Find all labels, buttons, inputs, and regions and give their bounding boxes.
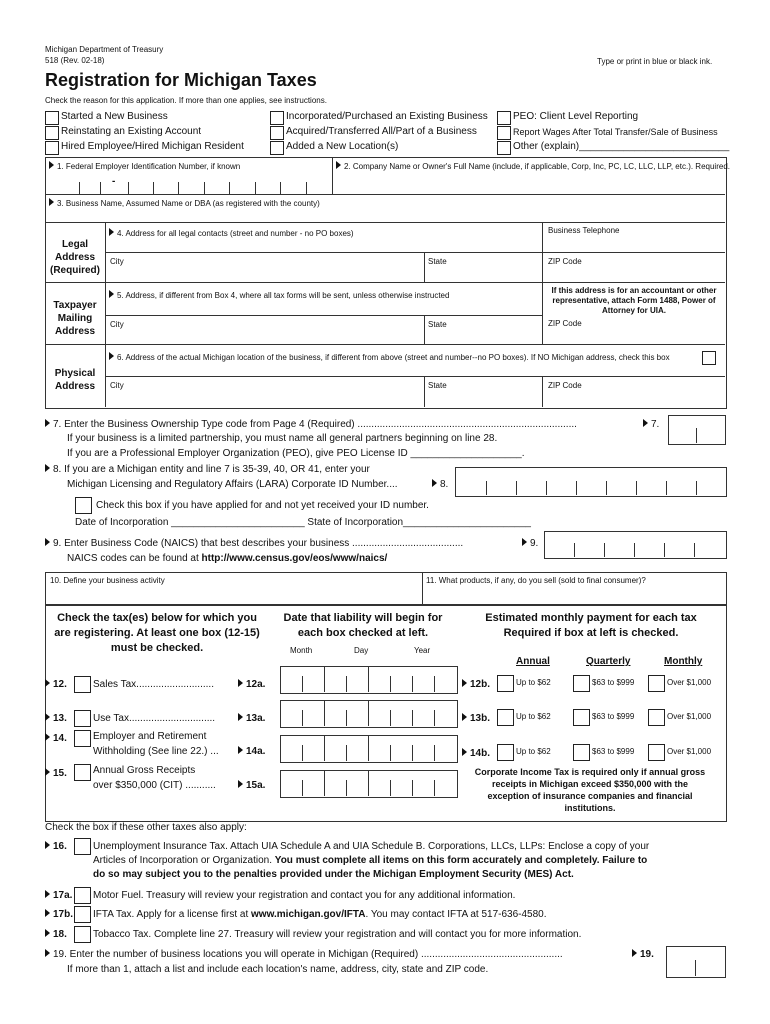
reason-label: Hired Employee/Hired Michigan Resident: [61, 141, 244, 152]
line15-num: 15.: [45, 768, 67, 779]
line19-label: 19. Enter the number of business locations you will operate in Michigan (Required) ...................................................: [45, 949, 563, 960]
reason-label: Report Wages After Total Transfer/Sale of Business: [513, 127, 718, 137]
mailing-address-label: Taxpayer Mailing Address: [53, 300, 97, 337]
legal-zip-label: ZIP Code: [548, 257, 582, 266]
monthly-header: Monthly: [664, 656, 703, 667]
use-quarterly-checkbox[interactable]: [573, 709, 590, 726]
line13b-ref: 13b.: [462, 713, 490, 724]
mid-label: $63 to $999: [592, 712, 635, 721]
legal-state-label: State: [428, 257, 447, 266]
box4-label: 4. Address for all legal contacts (street and number - no PO boxes): [109, 228, 354, 238]
naics-note: NAICS codes can be found at http://www.census.gov/eos/www/naics/: [67, 553, 388, 564]
sales-monthly-checkbox[interactable]: [648, 675, 665, 692]
line8-ref: 8.: [432, 479, 448, 490]
sales-quarterly-checkbox[interactable]: [573, 675, 590, 692]
line9-label: 9. Enter Business Code (NAICS) that best describes your business ........................................: [45, 538, 463, 549]
reason-incorporated-checkbox[interactable]: [270, 111, 284, 125]
withholding-annual-checkbox[interactable]: [497, 744, 514, 761]
line19-ref: 19.: [632, 949, 654, 960]
line13-num: 13.: [45, 713, 67, 724]
box1-label: 1. Federal Employer Identification Number, if known: [49, 161, 240, 171]
line16-text-2: Articles of Incorporation or Organization. You must complete all items on this form accurately and completely. Failure to: [93, 855, 648, 866]
line16-text-1: Unemployment Insurance Tax. Attach UIA Schedule A and UIA Schedule B. Corporations, LLCs, LLPs: Enclose a copy of your: [93, 841, 650, 852]
box2-label: 2. Company Name or Owner's Full Name (include, if applicable, Corp, Inc, PC, LC, LLC, LLP, etc.). Required.: [336, 161, 730, 171]
withholding-start-date-input[interactable]: [280, 735, 458, 763]
day-label: Day: [354, 646, 369, 655]
tax-col3-header: Estimated monthly payment for each tax Required if box at left is checked.: [485, 612, 697, 639]
over-label: Over $1,000: [667, 678, 712, 687]
mailing-city-label: City: [110, 320, 124, 329]
line14b-ref: 14b.: [462, 748, 490, 759]
over-label: Over $1,000: [667, 747, 712, 756]
line7-label: 7. Enter the Business Ownership Type code from Page 4 (Required) ...............................................................................: [45, 419, 577, 430]
reason-acquired-checkbox[interactable]: [270, 126, 284, 140]
reason-label: Acquired/Transferred All/Part of a Business: [286, 126, 477, 137]
naics-code-input[interactable]: [544, 531, 727, 559]
ifta-checkbox[interactable]: [74, 906, 91, 923]
reason-hired-employee-checkbox[interactable]: [45, 141, 59, 155]
annual-header: Annual: [516, 656, 550, 667]
business-locations-input[interactable]: [666, 946, 726, 978]
physical-state-label: State: [428, 381, 447, 390]
mid-label: $63 to $999: [592, 678, 635, 687]
line19-note: If more than 1, attach a list and include each location's name, address, city, state and ZIP code.: [67, 964, 489, 975]
use-tax-label: Use Tax...............................: [93, 713, 216, 724]
upto-label: Up to $62: [516, 678, 551, 687]
box6-label: 6. Address of the actual Michigan location of the business, if different from above (street and number--no PO boxes). If NO Michigan address, check this box: [109, 352, 670, 362]
legal-city-label: City: [110, 257, 124, 266]
reason-label: Started a New Business: [61, 111, 168, 122]
upto-label: Up to $62: [516, 747, 551, 756]
line13a-ref: 13a.: [238, 713, 265, 724]
month-label: Month: [290, 646, 313, 655]
cit-note: Corporate Income Tax is required only if annual gross receipts in Michigan exceed $350,000 with the exception of insurance companies and financial institutions.: [474, 767, 706, 813]
sales-tax-checkbox[interactable]: [74, 676, 91, 693]
sales-tax-start-date-input[interactable]: [280, 666, 458, 694]
reason-new-business-checkbox[interactable]: [45, 111, 59, 125]
line7-note-peo: If you are a Professional Employer Organization (PEO), give PEO License ID ____________________.: [67, 448, 525, 459]
line17a-text: Motor Fuel. Treasury will review your registration and contact you for any additional information.: [93, 890, 516, 901]
other-taxes-prompt: Check the box if these other taxes also apply:: [45, 822, 247, 833]
sales-annual-checkbox[interactable]: [497, 675, 514, 692]
line17b-num: 17b.: [45, 909, 73, 920]
withholding-checkbox[interactable]: [74, 730, 91, 747]
reason-label: Incorporated/Purchased an Existing Business: [286, 111, 488, 122]
ownership-type-input[interactable]: [668, 415, 726, 445]
year-label: Year: [414, 646, 431, 655]
tax-col2-header: Date that liability will begin for each box checked at left.: [283, 612, 443, 639]
mailing-zip-label: ZIP Code: [548, 319, 582, 328]
legal-address-label: Legal Address (Required): [50, 239, 100, 276]
unemployment-tax-checkbox[interactable]: [74, 838, 91, 855]
reason-reinstating-checkbox[interactable]: [45, 126, 59, 140]
page-title: Registration for Michigan Taxes: [45, 70, 317, 90]
physical-city-label: City: [110, 381, 124, 390]
reason-label: Added a New Location(s): [286, 141, 399, 152]
line12a-ref: 12a.: [238, 679, 265, 690]
withholding-quarterly-checkbox[interactable]: [573, 744, 590, 761]
form-revision: 518 (Rev. 02-18): [45, 56, 105, 65]
withholding-label-2: Withholding (See line 22.) ...: [93, 746, 219, 757]
lara-id-input[interactable]: [455, 467, 727, 497]
box3-label: 3. Business Name, Assumed Name or DBA (as registered with the county): [49, 198, 320, 208]
business-phone-label: Business Telephone: [548, 226, 620, 235]
withholding-monthly-checkbox[interactable]: [648, 744, 665, 761]
reason-report-wages-checkbox[interactable]: [497, 126, 511, 140]
line9-ref: 9.: [522, 538, 538, 549]
use-tax-checkbox[interactable]: [74, 710, 91, 727]
tobacco-tax-checkbox[interactable]: [74, 926, 91, 943]
reason-peo-checkbox[interactable]: [497, 111, 511, 125]
cit-start-date-input[interactable]: [280, 770, 458, 798]
physical-zip-label: ZIP Code: [548, 381, 582, 390]
line7-ref: 7.: [643, 419, 659, 430]
box5-label: 5. Address, if different from Box 4, where all tax forms will be sent, unless otherwise instructed: [109, 290, 449, 300]
line17b-text: IFTA Tax. Apply for a license first at www.michigan.gov/IFTA. You may contact IFTA at 517-636-4580.: [93, 909, 547, 920]
line14-num: 14.: [45, 733, 67, 744]
line12b-ref: 12b.: [462, 679, 490, 690]
mid-label: $63 to $999: [592, 747, 635, 756]
dept-name: Michigan Department of Treasury: [45, 45, 164, 54]
line12-num: 12.: [45, 679, 67, 690]
incorporation-fields: Date of Incorporation ________________________ State of Incorporation_______________________: [75, 517, 531, 528]
use-monthly-checkbox[interactable]: [648, 709, 665, 726]
cit-label-1: Annual Gross Receipts: [93, 765, 196, 776]
reason-label: Other (explain)___________________________: [513, 141, 730, 152]
reason-other-checkbox[interactable]: [497, 141, 511, 155]
box10-label: 10. Define your business activity: [50, 576, 165, 585]
line14a-ref: 14a.: [238, 746, 265, 757]
use-annual-checkbox[interactable]: [497, 709, 514, 726]
id-applied-checkbox[interactable]: [75, 497, 92, 514]
upto-label: Up to $62: [516, 712, 551, 721]
line8-applied-label: Check this box if you have applied for and not yet received your ID number.: [96, 500, 429, 511]
use-tax-start-date-input[interactable]: [280, 700, 458, 728]
ink-instruction: Type or print in blue or black ink.: [597, 57, 713, 66]
tax-col1-header: Check the tax(es) below for which you are registering. At least one box (12-15) must be checked.: [54, 612, 260, 654]
reason-label: Reinstating an Existing Account: [61, 126, 202, 137]
accountant-note: If this address is for an accountant or other representative, attach Form 1488, Power of Attorney for UIA.: [551, 286, 717, 315]
cit-checkbox[interactable]: [74, 764, 91, 781]
ifta-link[interactable]: www.michigan.gov/IFTA: [251, 909, 366, 920]
reason-label: PEO: Client Level Reporting: [513, 111, 639, 122]
line8-lara-label: Michigan Licensing and Regulatory Affairs (LARA) Corporate ID Number....: [67, 479, 398, 490]
box11-label: 11. What products, if any, do you sell (sold to final consumer)?: [426, 576, 646, 585]
over-label: Over $1,000: [667, 712, 712, 721]
reason-prompt: Check the reason for this application. If more than one applies, see instructions.: [45, 96, 327, 105]
line15a-ref: 15a.: [238, 780, 265, 791]
motor-fuel-checkbox[interactable]: [74, 887, 91, 904]
cit-label-2: over $350,000 (CIT) ...........: [93, 780, 216, 791]
line8-label: 8. If you are a Michigan entity and line 7 is 35-39, 40, OR 41, enter your: [45, 464, 370, 475]
mailing-state-label: State: [428, 320, 447, 329]
line17a-num: 17a.: [45, 890, 72, 901]
quarterly-header: Quarterly: [586, 656, 631, 667]
physical-address-label: Physical Address: [54, 368, 96, 392]
line7-note-partners: If your business is a limited partnership, you must name all general partners beginning on line 28.: [67, 433, 498, 444]
line18-text: Tobacco Tax. Complete line 27. Treasury will review your registration and will contact you for more information.: [93, 929, 582, 940]
reason-added-location-checkbox[interactable]: [270, 141, 284, 155]
line16-text-3: do so may subject you to the penalties provided under the Michigan Employment Security (MES) Act.: [93, 869, 574, 880]
line18-num: 18.: [45, 929, 67, 940]
no-michigan-address-checkbox[interactable]: [702, 351, 716, 365]
withholding-label-1: Employer and Retirement: [93, 731, 207, 742]
naics-link[interactable]: http://www.census.gov/eos/www/naics/: [201, 553, 388, 564]
sales-tax-label: Sales Tax............................: [93, 679, 214, 690]
line16-num: 16.: [45, 841, 67, 852]
